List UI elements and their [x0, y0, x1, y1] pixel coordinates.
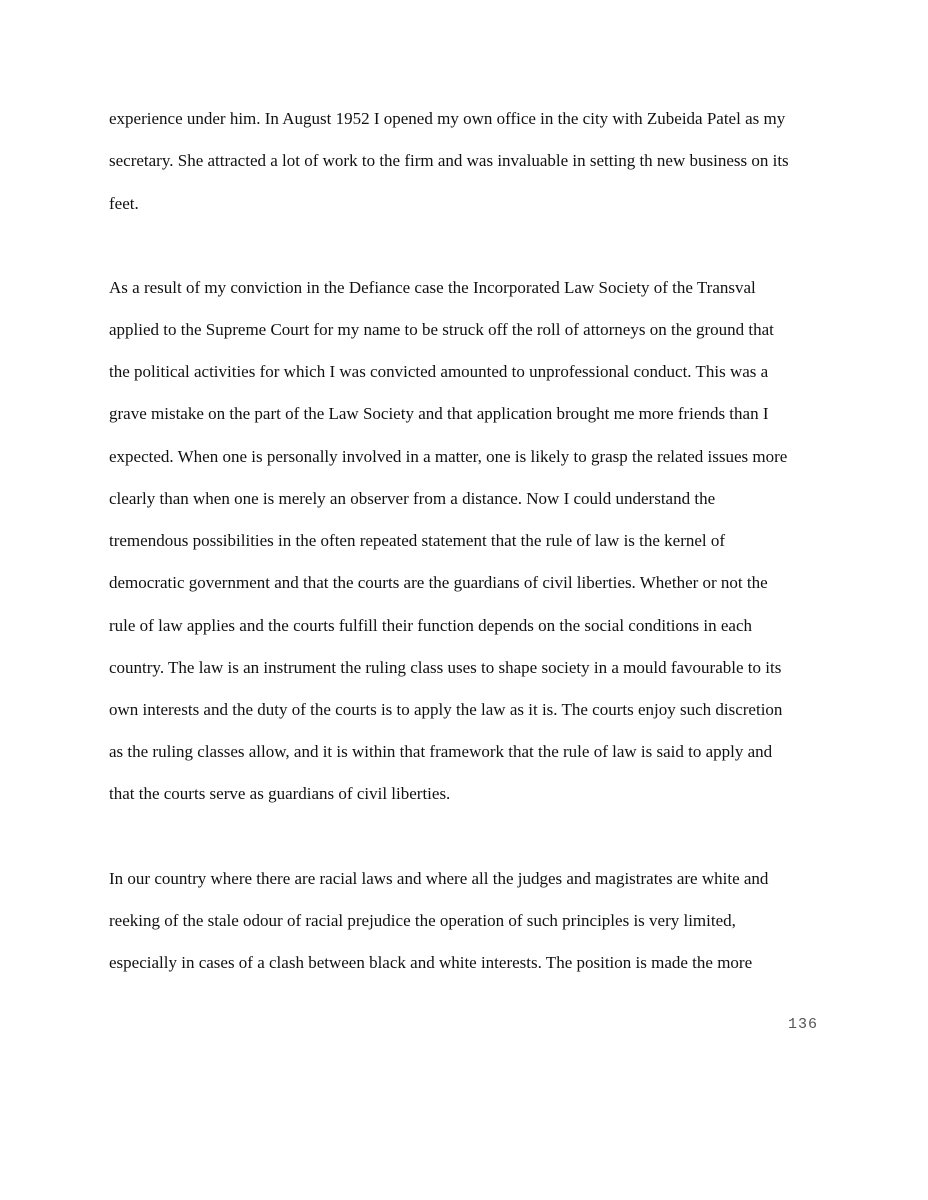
text-line: applied to the Supreme Court for my name to be struck off the roll of attorneys on the ground that — [109, 320, 774, 339]
text-line: As a result of my conviction in the Defiance case the Incorporated Law Society of the Transval — [109, 278, 756, 297]
text-line: experience under him. In August 1952 I opened my own office in the city with Zubeida Patel as my — [109, 109, 786, 128]
text-line: that the courts serve as guardians of civil liberties. — [109, 784, 451, 803]
text-line: In our country where there are racial laws and where all the judges and magistrates are white and — [109, 869, 769, 888]
text-line: clearly than when one is merely an observer from a distance. Now I could understand the — [109, 489, 716, 508]
text-line: secretary. She attracted a lot of work to the firm and was invaluable in setting th new business on its — [109, 151, 789, 170]
text-line: especially in cases of a clash between black and white interests. The position is made the more — [109, 953, 753, 972]
text-line: the political activities for which I was convicted amounted to unprofessional conduct. This was a — [109, 362, 769, 381]
page-number: 136 — [787, 1016, 818, 1033]
text-line: country. The law is an instrument the ruling class uses to shape society in a mould favourable to its — [109, 658, 782, 677]
text-line: democratic government and that the courts are the guardians of civil liberties. Whether or not the — [109, 573, 768, 592]
text-line: as the ruling classes allow, and it is within that framework that the rule of law is said to apply and — [109, 742, 773, 761]
text-line: expected. When one is personally involved in a matter, one is likely to grasp the related issues more — [109, 447, 788, 466]
text-line: reeking of the stale odour of racial prejudice the operation of such principles is very limited, — [109, 911, 736, 930]
text-line: rule of law applies and the courts fulfill their function depends on the social conditions in each — [109, 616, 752, 635]
text-line: tremendous possibilities in the often repeated statement that the rule of law is the kernel of — [109, 531, 726, 550]
text-line: feet. — [109, 194, 139, 213]
text-line: grave mistake on the part of the Law Society and that application brought me more friends than I — [109, 404, 769, 423]
text-line: own interests and the duty of the courts is to apply the law as it is. The courts enjoy such discretion — [109, 700, 783, 719]
